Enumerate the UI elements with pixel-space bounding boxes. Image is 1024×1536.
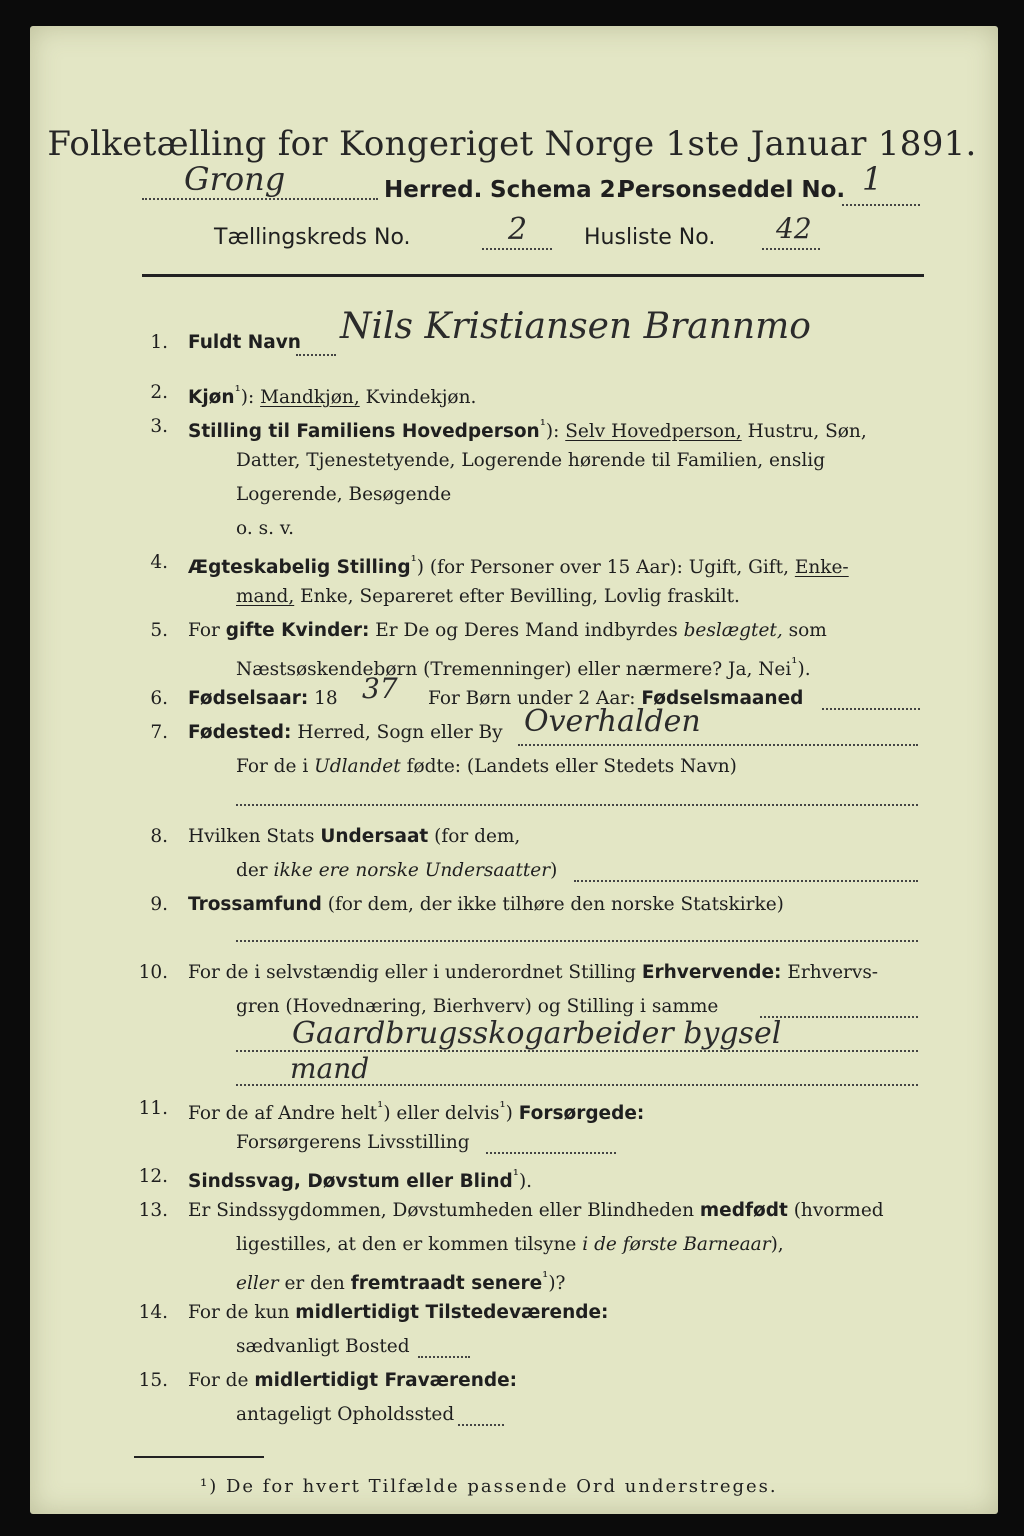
item-number: 7.	[150, 722, 168, 743]
q6-year-value: 37	[362, 672, 398, 705]
q3-label: Stilling til Familiens Hovedperson	[188, 421, 540, 443]
q8-row	[188, 826, 520, 847]
q7-line2b: fødte: (Landets eller Stedets Navn)	[406, 756, 737, 777]
q4-option-enkemand-part1: Enke-	[794, 557, 849, 579]
q3-line4: o. s. v.	[236, 518, 294, 539]
form-title: Folketælling for Kongeriget Norge 1ste Januar 1891.	[47, 124, 977, 164]
item-number: 11.	[138, 1098, 168, 1119]
kreds-value: 2	[508, 212, 528, 247]
q8-line2a: der	[236, 860, 268, 881]
q5-line2-text: Næstsøskendebørn (Tremenninger) eller nærmere? Ja, Nei	[236, 659, 792, 681]
q7-line2a: For de i	[236, 756, 309, 777]
q10-row	[188, 962, 878, 983]
q1-name-value: Nils Kristiansen Brannmo	[340, 306, 811, 347]
husliste-label: Husliste No.	[584, 225, 716, 250]
q13-line2a: ligestilles, at den er kommen tilsyne	[236, 1234, 577, 1255]
item-number: 12.	[138, 1166, 168, 1187]
q10-line2: gren (Hovednæring, Bierhverv) og Stilling i samme	[236, 996, 719, 1017]
q3-option-selv-hovedperson: Selv Hovedperson,	[565, 421, 742, 443]
q8-line2: der ikke ere norske Undersaatter)	[236, 860, 558, 881]
q11-line2: Forsørgerens Livsstilling	[236, 1132, 470, 1153]
footnote-mark: ¹	[539, 416, 546, 434]
q15-line2: antageligt Opholdssted	[236, 1404, 455, 1425]
schema-label: Schema 2.	[490, 177, 625, 203]
q15-bold: midlertidigt Fraværende:	[254, 1370, 518, 1391]
q8-bold: Undersaat	[320, 826, 429, 847]
q3-line2: Datter, Tjenestetyende, Logerende hørende til Familien, enslig	[236, 450, 826, 471]
q2-option-mandkjon: Mandkjøn,	[260, 387, 360, 409]
q7-dotted-line	[518, 744, 918, 746]
q9-bold: Trossamfund	[188, 894, 322, 915]
q5-pre: For	[188, 620, 220, 641]
item-number: 2.	[150, 382, 168, 403]
q2-row: Kjøn$^{^1}$): Mandkjøn, Kvindekjøn.	[188, 382, 477, 409]
footnote-mark: ¹	[234, 382, 241, 400]
q7-udland-dotted-line	[236, 804, 918, 806]
q15-dotted-line	[458, 1424, 504, 1426]
q6-row	[188, 688, 338, 709]
q4-option-enkemand-part2: mand,	[236, 586, 295, 607]
q8-line2-italic: ikke ere norske Undersaatter	[273, 860, 551, 881]
footnote-text: ¹) De for hvert Tilfælde passende Ord understreges.	[200, 1476, 778, 1497]
q2-label: Kjøn	[188, 387, 235, 409]
q12-bold: Sindssvag, Døvstum eller Blind	[188, 1171, 513, 1193]
q14-line2: sædvanligt Bosted	[236, 1336, 410, 1357]
q10-bold: Erhvervende:	[641, 962, 782, 983]
header-divider	[142, 274, 924, 277]
q8-a: Hvilken Stats	[188, 826, 315, 847]
q13-line2-italic: i de første Barneaar	[582, 1234, 771, 1255]
q7-line2-italic: Udlandet	[314, 756, 401, 777]
q13-a: Er Sindssygdommen, Døvstumheden eller Blindheden	[188, 1200, 695, 1221]
q4-line2	[236, 586, 740, 607]
q3-line3: Logerende, Besøgende	[236, 484, 452, 505]
footnote-divider	[134, 1456, 264, 1458]
q5-row	[188, 620, 827, 641]
q5-end: som	[788, 620, 827, 641]
q5-line2: Næstsøskendebørn (Tremenninger) eller nærmere? Ja, Nei$^{^1}$).	[236, 654, 811, 681]
q13-line3: eller er den fremtraadt senere$^{^1}$)?	[236, 1268, 566, 1295]
q5-italic: beslægtet,	[683, 620, 783, 641]
q7-label: Fødested:	[188, 722, 292, 743]
q6-rest-text: For Børn under 2 Aar:	[428, 688, 636, 709]
item-number: 9.	[150, 894, 168, 915]
q9-dotted-line	[236, 940, 918, 942]
q6-maaned-label: Fødselsmaaned	[641, 688, 804, 709]
personseddel-dotted-line	[842, 204, 920, 206]
q14-dotted-line	[418, 1356, 470, 1358]
husliste-value: 42	[776, 212, 812, 245]
q5-rest: Er De og Deres Mand indbyrdes	[375, 620, 678, 641]
q4-line2-rest: Enke, Separeret efter Bevilling, Lovlig fraskilt.	[300, 586, 740, 607]
item-number: 5.	[150, 620, 168, 641]
q11-dotted-line	[486, 1152, 616, 1154]
q11-bold: Forsørgede:	[518, 1103, 645, 1125]
q7-rest: Herred, Sogn eller By	[297, 722, 503, 743]
herred-label: Herred.	[384, 177, 483, 203]
q2-option-kvindekjon: Kvindekjøn.	[365, 387, 477, 409]
q10-a: For de i selvstændig eller i underordnet Stilling	[188, 962, 636, 983]
q13-line3a: er den	[284, 1273, 345, 1295]
q4-row: Ægteskabelig Stilling$^{^1}$) (for Personer over 15 Aar): Ugift, Gift, Enke-	[188, 552, 849, 579]
item-number: 10.	[138, 962, 168, 983]
q1-label: Fuldt Navn	[188, 332, 301, 353]
q12-row: Sindssvag, Døvstum eller Blind$^{^1}$).	[188, 1166, 533, 1193]
kreds-label: Tællingskreds No.	[214, 225, 411, 250]
item-number: 15.	[138, 1370, 168, 1391]
q14-row	[188, 1302, 608, 1323]
q13-line3-italic: eller	[236, 1273, 279, 1295]
q11-row: For de af Andre helt$^{^1}$) eller delvis$^{^1}$) Forsørgede:	[188, 1098, 645, 1125]
item-number: 4.	[150, 552, 168, 573]
personseddel-label: Personseddel No.	[618, 177, 846, 203]
q7-line2	[236, 756, 737, 777]
herred-dotted-line	[142, 198, 378, 200]
item-number: 13.	[138, 1200, 168, 1221]
q10-dotted-line-1	[760, 1016, 918, 1018]
q10-occupation-value-cont: mand	[290, 1052, 370, 1085]
item-number: 14.	[138, 1302, 168, 1323]
q15-row	[188, 1370, 517, 1391]
q4-label: Ægteskabelig Stilling	[188, 557, 411, 579]
husliste-dotted-line	[762, 248, 820, 250]
q15-a: For de	[188, 1370, 249, 1391]
q4-rest: (for Personer over 15 Aar): Ugift, Gift,	[429, 557, 789, 579]
q13-line2: ligestilles, at den er kommen tilsyne i de første Barneaar),	[236, 1234, 784, 1255]
q14-bold: midlertidigt Tilstedeværende:	[295, 1302, 609, 1323]
q11-a: For de af Andre helt	[188, 1103, 378, 1125]
kreds-dotted-line	[482, 248, 552, 250]
q13-b: (hvormed	[793, 1200, 884, 1221]
item-number: 3.	[150, 416, 168, 437]
item-number: 1.	[150, 332, 168, 353]
q13-line3-bold: fremtraadt senere	[350, 1273, 543, 1295]
personseddel-value: 1	[862, 160, 883, 198]
herred-value: Grong	[184, 160, 286, 198]
q10-occupation-value: Gaardbrugsskogarbeider bygsel	[292, 1016, 782, 1051]
q13-bold: medfødt	[699, 1200, 788, 1221]
q6-prefix: 18	[314, 688, 338, 709]
q6-label: Fødselsaar:	[188, 688, 309, 709]
q8-b: (for dem,	[434, 826, 521, 847]
q8-dotted-line	[574, 880, 918, 882]
item-number: 8.	[150, 826, 168, 847]
q6-dotted-line	[822, 708, 920, 710]
q7-birthplace-value: Overhalden	[524, 704, 701, 739]
q3-row: Stilling til Familiens Hovedperson$^{^1}$): Selv Hovedperson, Hustru, Søn,	[188, 416, 867, 443]
q11-b: eller delvis	[396, 1103, 500, 1125]
item-number: 6.	[150, 688, 168, 709]
q9-row	[188, 894, 918, 915]
q13-row	[188, 1200, 884, 1221]
q3-options-rest: Hustru, Søn,	[747, 421, 867, 443]
q5-bold: gifte Kvinder:	[225, 620, 370, 641]
q14-a: For de kun	[188, 1302, 290, 1323]
q1-dotted-line	[296, 354, 336, 356]
q7-row	[188, 722, 503, 743]
q9-rest: (for dem, der ikke tilhøre den norske Statskirke)	[327, 894, 784, 915]
q10-b: Erhvervs-	[787, 962, 879, 983]
